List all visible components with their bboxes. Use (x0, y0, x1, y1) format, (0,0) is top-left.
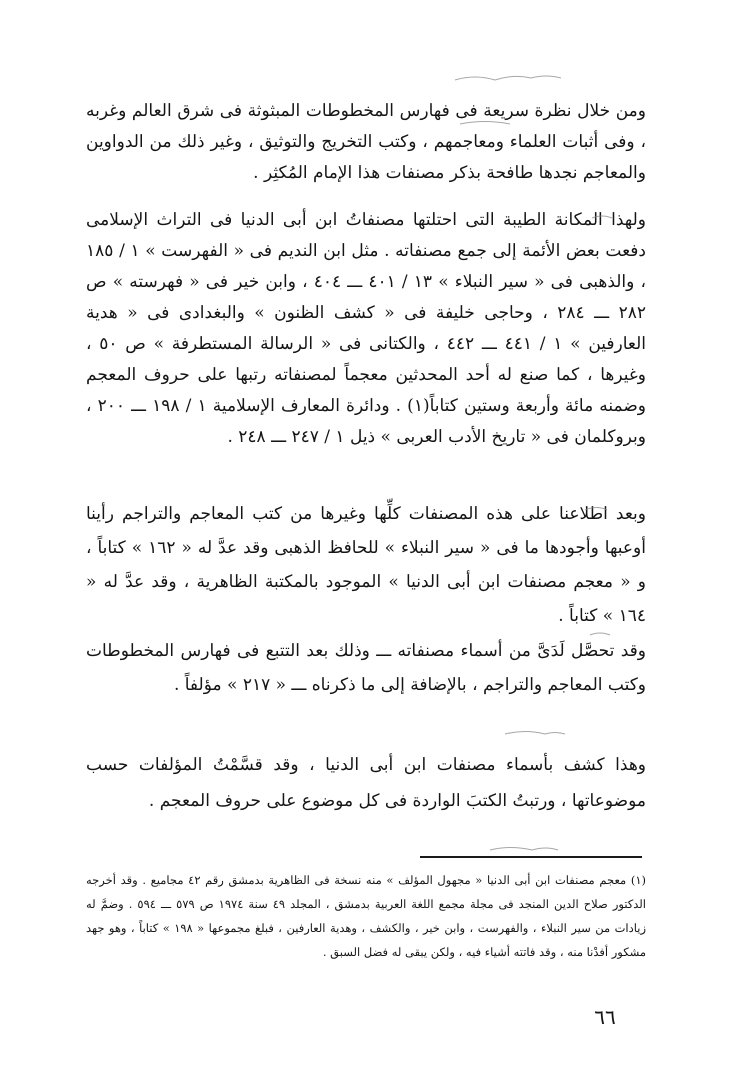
annotation-scribble-6 (505, 732, 565, 735)
body-paragraph-block-3 (86, 497, 646, 633)
paragraph-4: وقد تحصَّل لَدَىَّ من أسماء مصنفاته ـــ وذلك بعد التتبع فى فهارس المخطوطات وكتب المعاجم والتراجم ، بالإضافة إلى ما ذكرناه ـــ « ٢١٧ » مؤلفاً . (86, 641, 646, 695)
footnote-separator (420, 856, 642, 858)
annotation-scribble-1 (455, 76, 561, 80)
paragraph-3: وبعد اطلاعنا على هذه المصنفات كلِّها وغيرها من كتب المعاجم والتراجم رأينا أوعبها وأجودها ما فى « سير النبلاء » للحافظ الذهبى وقد عدَّ له « ١٦٢ » كتاباً ، و « معجم مصنفات ابن أبى الدنيا » الموجود بالمكتبة الظاهرية ، وقد عدَّ له « ١٦٤ » كتاباً . (86, 504, 646, 626)
body-paragraph-block-5 (86, 747, 646, 819)
annotation-scribble-7 (490, 848, 558, 851)
page-number: ٦٦ (594, 1005, 616, 1029)
body-paragraph-block-1 (86, 96, 646, 189)
paragraph-2: ولهذا المكانة الطيبة التى احتلتها مصنفاتُ ابن أبى الدنيا فى التراث الإسلامى دفعت بعض الأئمة إلى جمع مصنفاته . مثل ابن النديم فى « الفهرست » ١ / ١٨٥ ، والذهبى فى « سير النبلاء » ١٣ / ٤٠١ ـــ ٤٠٤ ، وابن خير فى « فهرسته » ص ٢٨٢ ـــ ٢٨٤ ، وحاجى خليفة فى « كشف الظنون » والبغدادى فى « هدية العارفين » ١ / ٤٤١ ـــ ٤٤٢ ، والكتانى فى « الرسالة المستطرفة » ص ٥٠ ، وغيرها ، كما صنع له أحد المحدثين معجماً لمصنفاته رتبها على حروف المعجم وضمنه مائة وأربعة وستين كتاباً(١) . ودائرة المعارف الإسلامية ١ / ١٩٨ ـــ ٢٠٠ ، وبروكلمان فى « تاريخ الأدب العربى » ذيل ١ / ٢٤٧ ـــ ٢٤٨ . (86, 210, 647, 447)
body-paragraph-block-4 (86, 634, 646, 702)
paragraph-1: ومن خلال نظرة سريعة فى فهارس المخطوطات المبثوثة فى شرق العالم وغربه ، وفى أثبات العلماء ومعاجمهم ، وكتب التخريج والتوثيق ، وغير ذلك من الدواوين والمعاجم نجدها طافحة بذكر مصنفات هذا الإمام المُكثِر . (86, 101, 646, 183)
body-paragraph-block-2 (86, 205, 646, 453)
paragraph-5: وهذا كشف بأسماء مصنفات ابن أبى الدنيا ، وقد قسَّمْتُ المؤلفات حسب موضوعاتها ، ورتبتُ الكتبَ الواردة فى كل موضوع على حروف المعجم . (86, 755, 646, 811)
footnote: (١) معجم مصنفات ابن أبى الدنيا « مجهول المؤلف » منه نسخة فى الظاهرية بدمشق رقم ٤٢ مجاميع . وقد أخرجه الدكتور صلاح الدين المنجد فى مجلة مجمع اللغة العربية بدمشق ، المجلد ٤٩ سنة ١٩٧٤ ص ٥٧٩ ـــ ٥٩٤ . وضمَّ له زيادات من سير النبلاء ، والفهرست ، وابن خير ، والكشف ، وهدية العارفين ، فبلغ مجموعها « ١٩٨ » كتاباً ، وهو جهد مشكور أفدْنا منه ، وقد فاتته أشياء فيه ، ولكن يبقى له فضل السبق . (86, 873, 646, 959)
